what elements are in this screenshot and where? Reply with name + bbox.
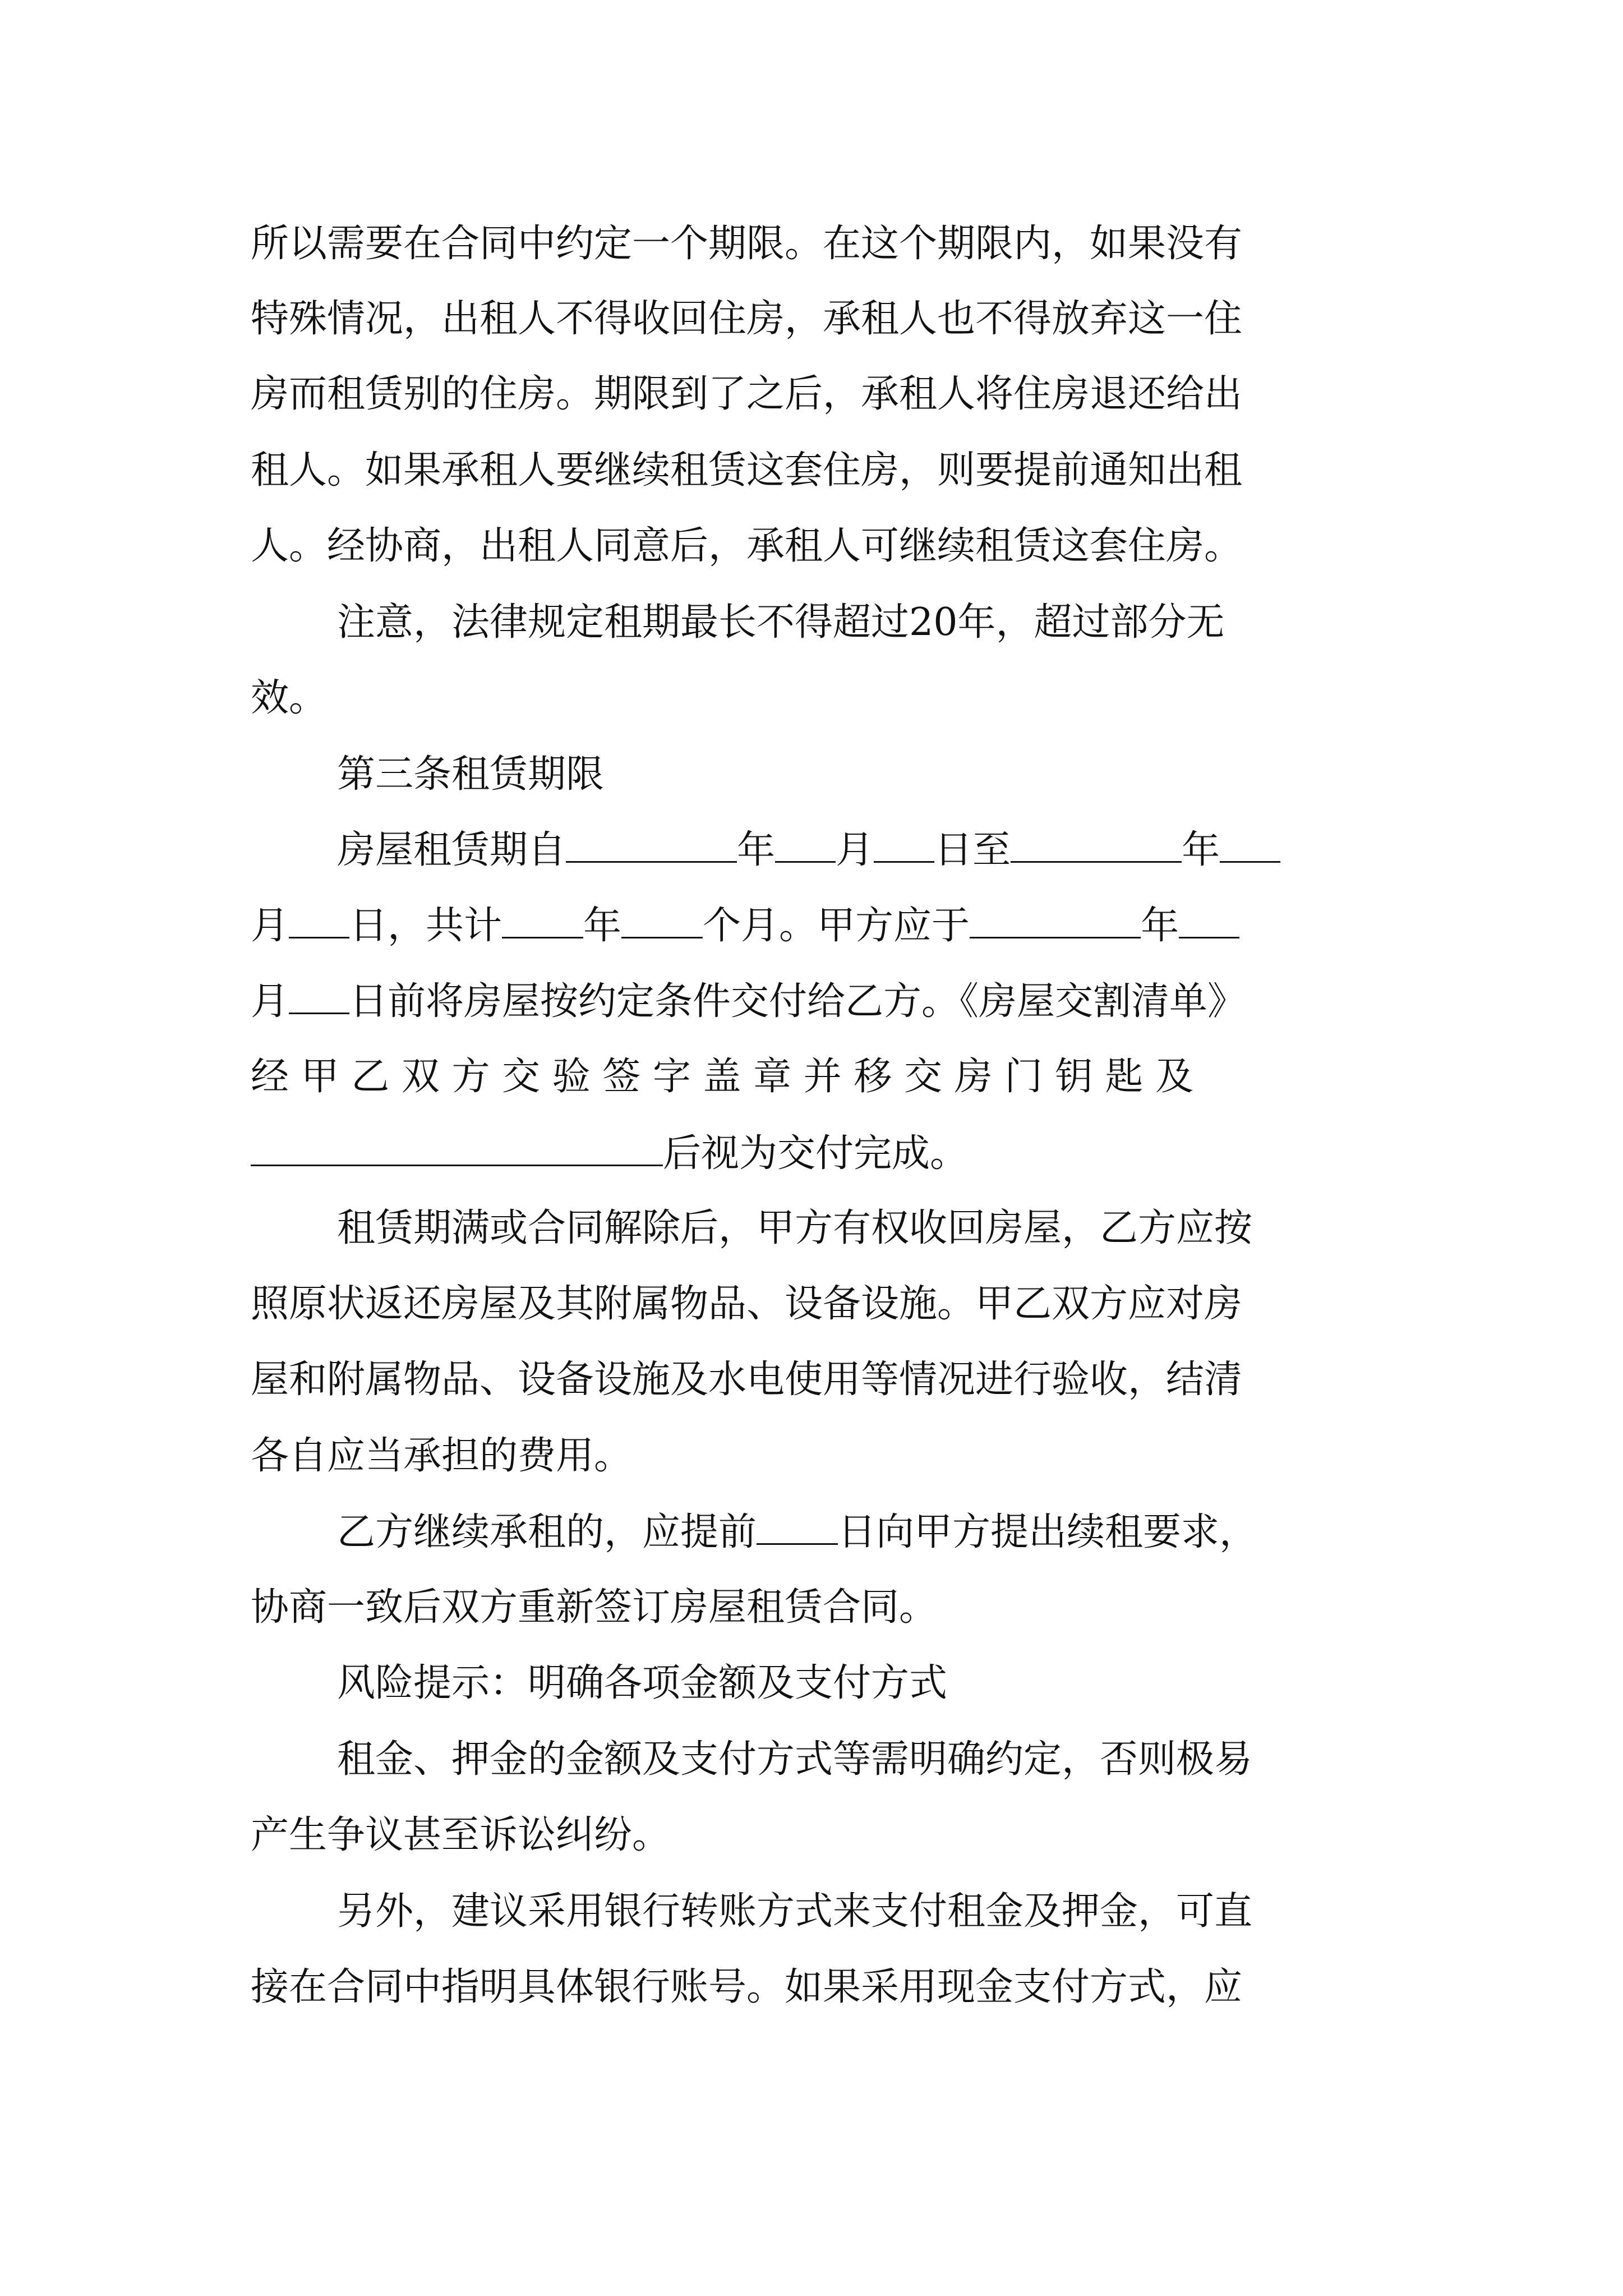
- text-fragment: 日前将房屋按约定条件交付给乙方。《房屋交割清单》: [349, 979, 1246, 1024]
- text-line: 租赁期满或合同解除后，甲方有权收回房屋，乙方应按: [337, 1206, 1253, 1250]
- text-line: [337, 1504, 1459, 1561]
- text-fragment: 日，共计: [349, 904, 502, 948]
- text-fragment: 乙方继续承租的，应提前: [337, 1510, 757, 1554]
- text-line: 所以需要在合同中约定一个期限。在这个期限内，如果没有: [251, 222, 1243, 266]
- section-heading: 第三条租赁期限: [337, 752, 605, 797]
- fill-in-blank[interactable]: [970, 898, 1141, 938]
- fill-in-blank[interactable]: [502, 898, 583, 938]
- fill-in-blank[interactable]: [621, 898, 703, 938]
- text-line: 经 甲 乙 双 方 交 验 签 字 盖 章 并 移 交 房 门 钥 匙 及: [251, 1055, 1194, 1099]
- fill-in-blank[interactable]: [874, 822, 934, 863]
- text-line: [251, 1125, 1372, 1182]
- text-line: 各自应当承担的费用。: [251, 1434, 633, 1478]
- text-line: 房而租赁别的住房。期限到了之后，承租人将住房退还给出: [251, 372, 1243, 416]
- text-fragment: 年: [583, 904, 622, 948]
- fill-in-blank[interactable]: [289, 973, 349, 1014]
- fill-in-blank[interactable]: [251, 1125, 663, 1166]
- text-line: 协商一致后双方重新签订房屋租赁合同。: [251, 1585, 938, 1630]
- section-heading: 风险提示：明确各项金额及支付方式: [337, 1661, 948, 1705]
- text-fragment: 年: [1182, 828, 1220, 872]
- fill-in-blank[interactable]: [1179, 898, 1239, 938]
- text-fragment: 月: [836, 828, 874, 872]
- text-line: 租人。如果承租人要继续租赁这套住房，则要提前通知出租: [251, 448, 1243, 493]
- fill-in-blank[interactable]: [566, 822, 737, 863]
- text-fragment: 月: [251, 904, 289, 948]
- text-line: 租金、押金的金额及支付方式等需明确约定，否则极易: [337, 1737, 1253, 1782]
- fill-in-blank[interactable]: [1011, 822, 1182, 863]
- text-line: 人。经协商，出租人同意后，承租人可继续租赁这套住房。: [251, 524, 1243, 568]
- text-line: 另外，建议采用银行转账方式来支付租金及押金，可直: [337, 1889, 1253, 1934]
- text-line: 产生争议甚至诉讼纠纷。: [251, 1813, 671, 1857]
- text-fragment: 年: [1141, 904, 1179, 948]
- text-fragment: 个月。甲方应于: [703, 904, 970, 948]
- text-line: 屋和附属物品、设备设施及水电使用等情况进行验收，结清: [251, 1358, 1243, 1402]
- text-fragment: 房屋租赁期自: [337, 828, 566, 872]
- text-line: [251, 973, 1372, 1030]
- fill-in-blank[interactable]: [757, 1504, 838, 1545]
- fill-in-blank[interactable]: [775, 822, 836, 863]
- text-line: [251, 898, 1372, 954]
- text-line: [337, 822, 1459, 878]
- text-line: 注意，法律规定租期最长不得超过20年，超过部分无: [337, 600, 1225, 645]
- text-fragment: 月: [251, 979, 289, 1024]
- text-fragment: 年: [737, 828, 776, 872]
- fill-in-blank[interactable]: [1220, 822, 1280, 863]
- text-line: 效。: [251, 676, 328, 720]
- text-line: 接在合同中指明具体银行账号。如果采用现金支付方式，应: [251, 1965, 1243, 2009]
- text-line: 照原状返还房屋及其附属物品、设备设施。甲乙双方应对房: [251, 1282, 1243, 1326]
- text-line: 特殊情况，出租人不得收回住房，承租人也不得放弃这一住: [251, 297, 1243, 341]
- fill-in-blank[interactable]: [289, 898, 349, 938]
- text-fragment: 后视为交付完成。: [663, 1131, 969, 1176]
- text-fragment: 日至: [934, 828, 1011, 872]
- text-fragment: 日向甲方提出续租要求，: [838, 1510, 1258, 1554]
